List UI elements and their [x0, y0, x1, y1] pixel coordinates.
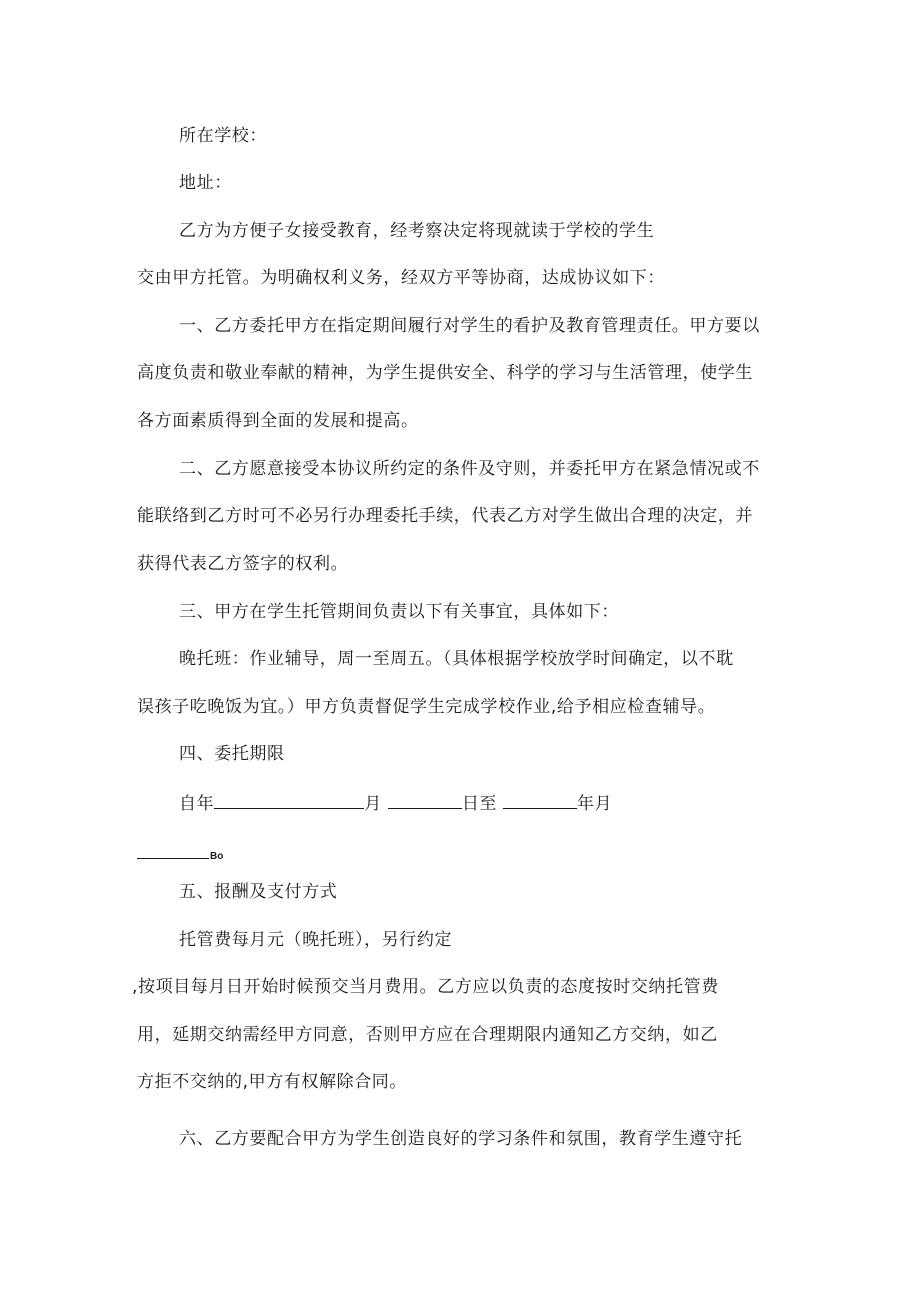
period-continuation: [137, 849, 223, 863]
clause-3-line-1: 三、甲方在学生托管期间负责以下有关事宜，具体如下：: [179, 602, 619, 622]
clause-1-line-1: 一、乙方委托甲方在指定期间履行对学生的看护及教育管理责任。甲方要以: [179, 316, 760, 336]
clause-5-line-1: 托管费每月元（晚托班），另行约定: [179, 930, 453, 950]
period-year-month: 年月: [577, 794, 613, 814]
intro-line-1: 乙方为方便子女接受教育，经考察决定将现就读于学校的学生: [179, 221, 655, 241]
clause-1-line-2: 高度负责和敬业奉献的精神，为学生提供安全、科学的学习与生活管理，使学生: [137, 363, 753, 383]
period-line: [179, 790, 612, 816]
clause-2-line-3: 获得代表乙方签字的权利。: [137, 554, 349, 574]
end-year-blank: [503, 790, 577, 809]
clause-3-line-3: 误孩子吃晚饭为宜。）甲方负责督促学生完成学校作业,给予相应检查辅导。: [137, 697, 716, 717]
clause-5-title: 五、报酬及支付方式: [179, 882, 338, 902]
clause-5-line-3: 用，延期交纳需经甲方同意，否则甲方应在合理期限内通知乙方交纳，如乙: [137, 1025, 718, 1045]
clause-2-line-2: 能联络到乙方时可不必另行办理委托手续，代表乙方对学生做出合理的决定，并: [137, 506, 753, 526]
clause-4-title: 四、委托期限: [179, 744, 285, 764]
clause-3-line-2: 晚托班：作业辅导，周一至周五。（具体根据学校放学时间确定，以不耽: [179, 649, 734, 669]
period-small-suffix: Bo: [210, 851, 224, 862]
school-line: 所在学校：: [179, 126, 267, 146]
clause-2-line-1: 二、乙方愿意接受本协议所约定的条件及守则，并委托甲方在紧急情况或不: [179, 459, 760, 479]
clause-5-line-4: 方拒不交纳的,甲方有权解除合同。: [137, 1072, 408, 1092]
year-blank: [214, 790, 364, 809]
period-day-to: 日至: [461, 794, 498, 814]
period-from-year: 自年: [179, 794, 215, 814]
address-line: 地址：: [179, 173, 232, 193]
intro-line-2: 交由甲方托管。为明确权利义务，经双方平等协商，达成协议如下：: [137, 268, 665, 288]
clause-5-line-2: ,按项目每月日开始时候预交当月费用。乙方应以负责的态度按时交纳托管费: [132, 977, 719, 997]
end-day-blank: [137, 849, 209, 859]
clause-6-line-1: 六、乙方要配合甲方为学生创造良好的学习条件和氛围，教育学生遵守托: [179, 1129, 743, 1149]
clause-1-line-3: 各方面素质得到全面的发展和提高。: [137, 411, 419, 431]
day-blank: [388, 790, 462, 809]
period-month: 月: [364, 794, 382, 814]
